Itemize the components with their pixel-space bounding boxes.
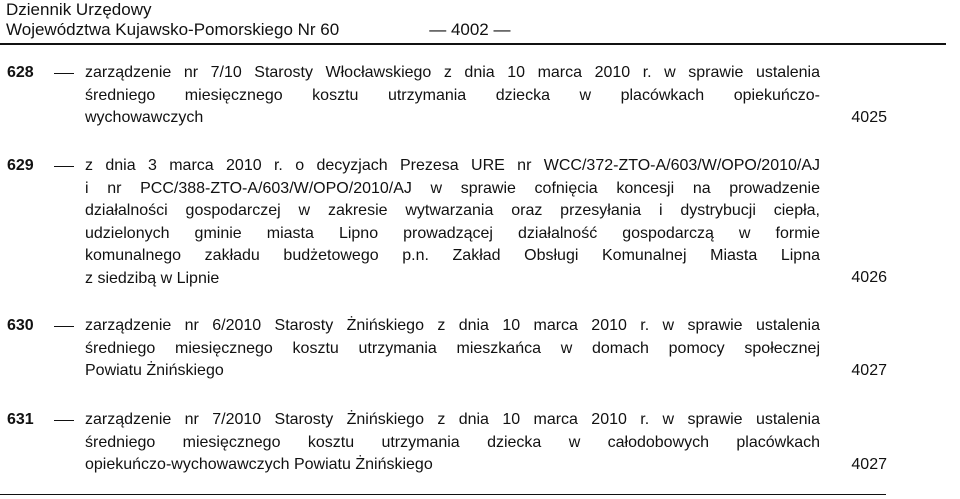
voivodeship-issue: Województwa Kujawsko-Pomorskiego Nr 60 <box>6 20 340 39</box>
entry-number: 630 <box>7 317 34 334</box>
entry-title-line: i nr PCC/388-ZTO-A/603/W/OPO/2010/AJ w sprawie cofnięcia koncesji na prowadzenie <box>85 179 820 197</box>
entry-title <box>85 315 820 383</box>
header-line-2 <box>6 20 946 40</box>
entry-title-line: z dnia 3 marca 2010 r. o decyzjach Prezesa URE nr WCC/372-ZTO-A/603/W/OPO/2010/AJ <box>85 157 820 174</box>
entry-title-line: średniego miesięcznego kosztu utrzymania dziecka w placówkach opiekuńczo- <box>85 86 820 104</box>
entry-dash <box>54 326 74 327</box>
entry-number: 628 <box>7 64 34 81</box>
entry-dash <box>54 73 74 74</box>
entry-title-line: Powiatu Żnińskiego <box>85 362 224 379</box>
entry-title-line: zarządzenie nr 6/2010 Starosty Żnińskiego z dnia 10 marca 2010 r. w sprawie ustalenia <box>85 317 820 334</box>
entry-title-line: średniego miesięcznego kosztu utrzymania dziecka w całodobowych placówkach <box>85 433 820 451</box>
entry-dash <box>54 166 74 167</box>
entry-page-number: 4027 <box>851 456 887 473</box>
journal-title: Dziennik Urzędowy <box>6 0 152 19</box>
header-page-number: — 4002 — <box>429 20 511 39</box>
entry-number: 629 <box>7 157 34 174</box>
entry-title-line: udzielonych gminie miasta Lipno prowadzącej działalność gospodarczą w formie <box>85 224 820 242</box>
entry-page-number: 4027 <box>851 362 887 379</box>
entry-title <box>85 155 820 290</box>
entry-title-line: wychowawczych <box>85 109 204 126</box>
entry-title-line: zarządzenie nr 7/2010 Starosty Żnińskiego z dnia 10 marca 2010 r. w sprawie ustalenia <box>85 411 820 428</box>
footer-rule <box>0 494 886 495</box>
entry-title-line: działalności gospodarczej w zakresie wytwarzania oraz przesyłania i dystrybucji ciepła, <box>85 202 820 219</box>
entry-number: 631 <box>7 411 34 428</box>
entry-title-line: komunalnego zakładu budżetowego p.n. Zakład Obsługi Komunalnej Miasta Lipna <box>85 247 820 264</box>
entry-title-line: średniego miesięcznego kosztu utrzymania mieszkańca w domach pomocy społecznej <box>85 339 820 357</box>
header-rule <box>0 43 946 45</box>
entry-title-line: z siedzibą w Lipnie <box>85 269 220 287</box>
page-header <box>6 0 946 40</box>
entry-title-line: opiekuńczo-wychowawczych Powiatu Żnińskiego <box>85 456 433 473</box>
entry-title <box>85 62 820 130</box>
entry-page-number: 4026 <box>851 269 887 286</box>
entry-title <box>85 409 820 477</box>
entry-page-number: 4025 <box>851 109 887 126</box>
entry-title-line: zarządzenie nr 7/10 Starosty Włocławskiego z dnia 10 marca 2010 r. w sprawie ustalenia <box>85 64 820 81</box>
entry-dash <box>54 420 74 421</box>
